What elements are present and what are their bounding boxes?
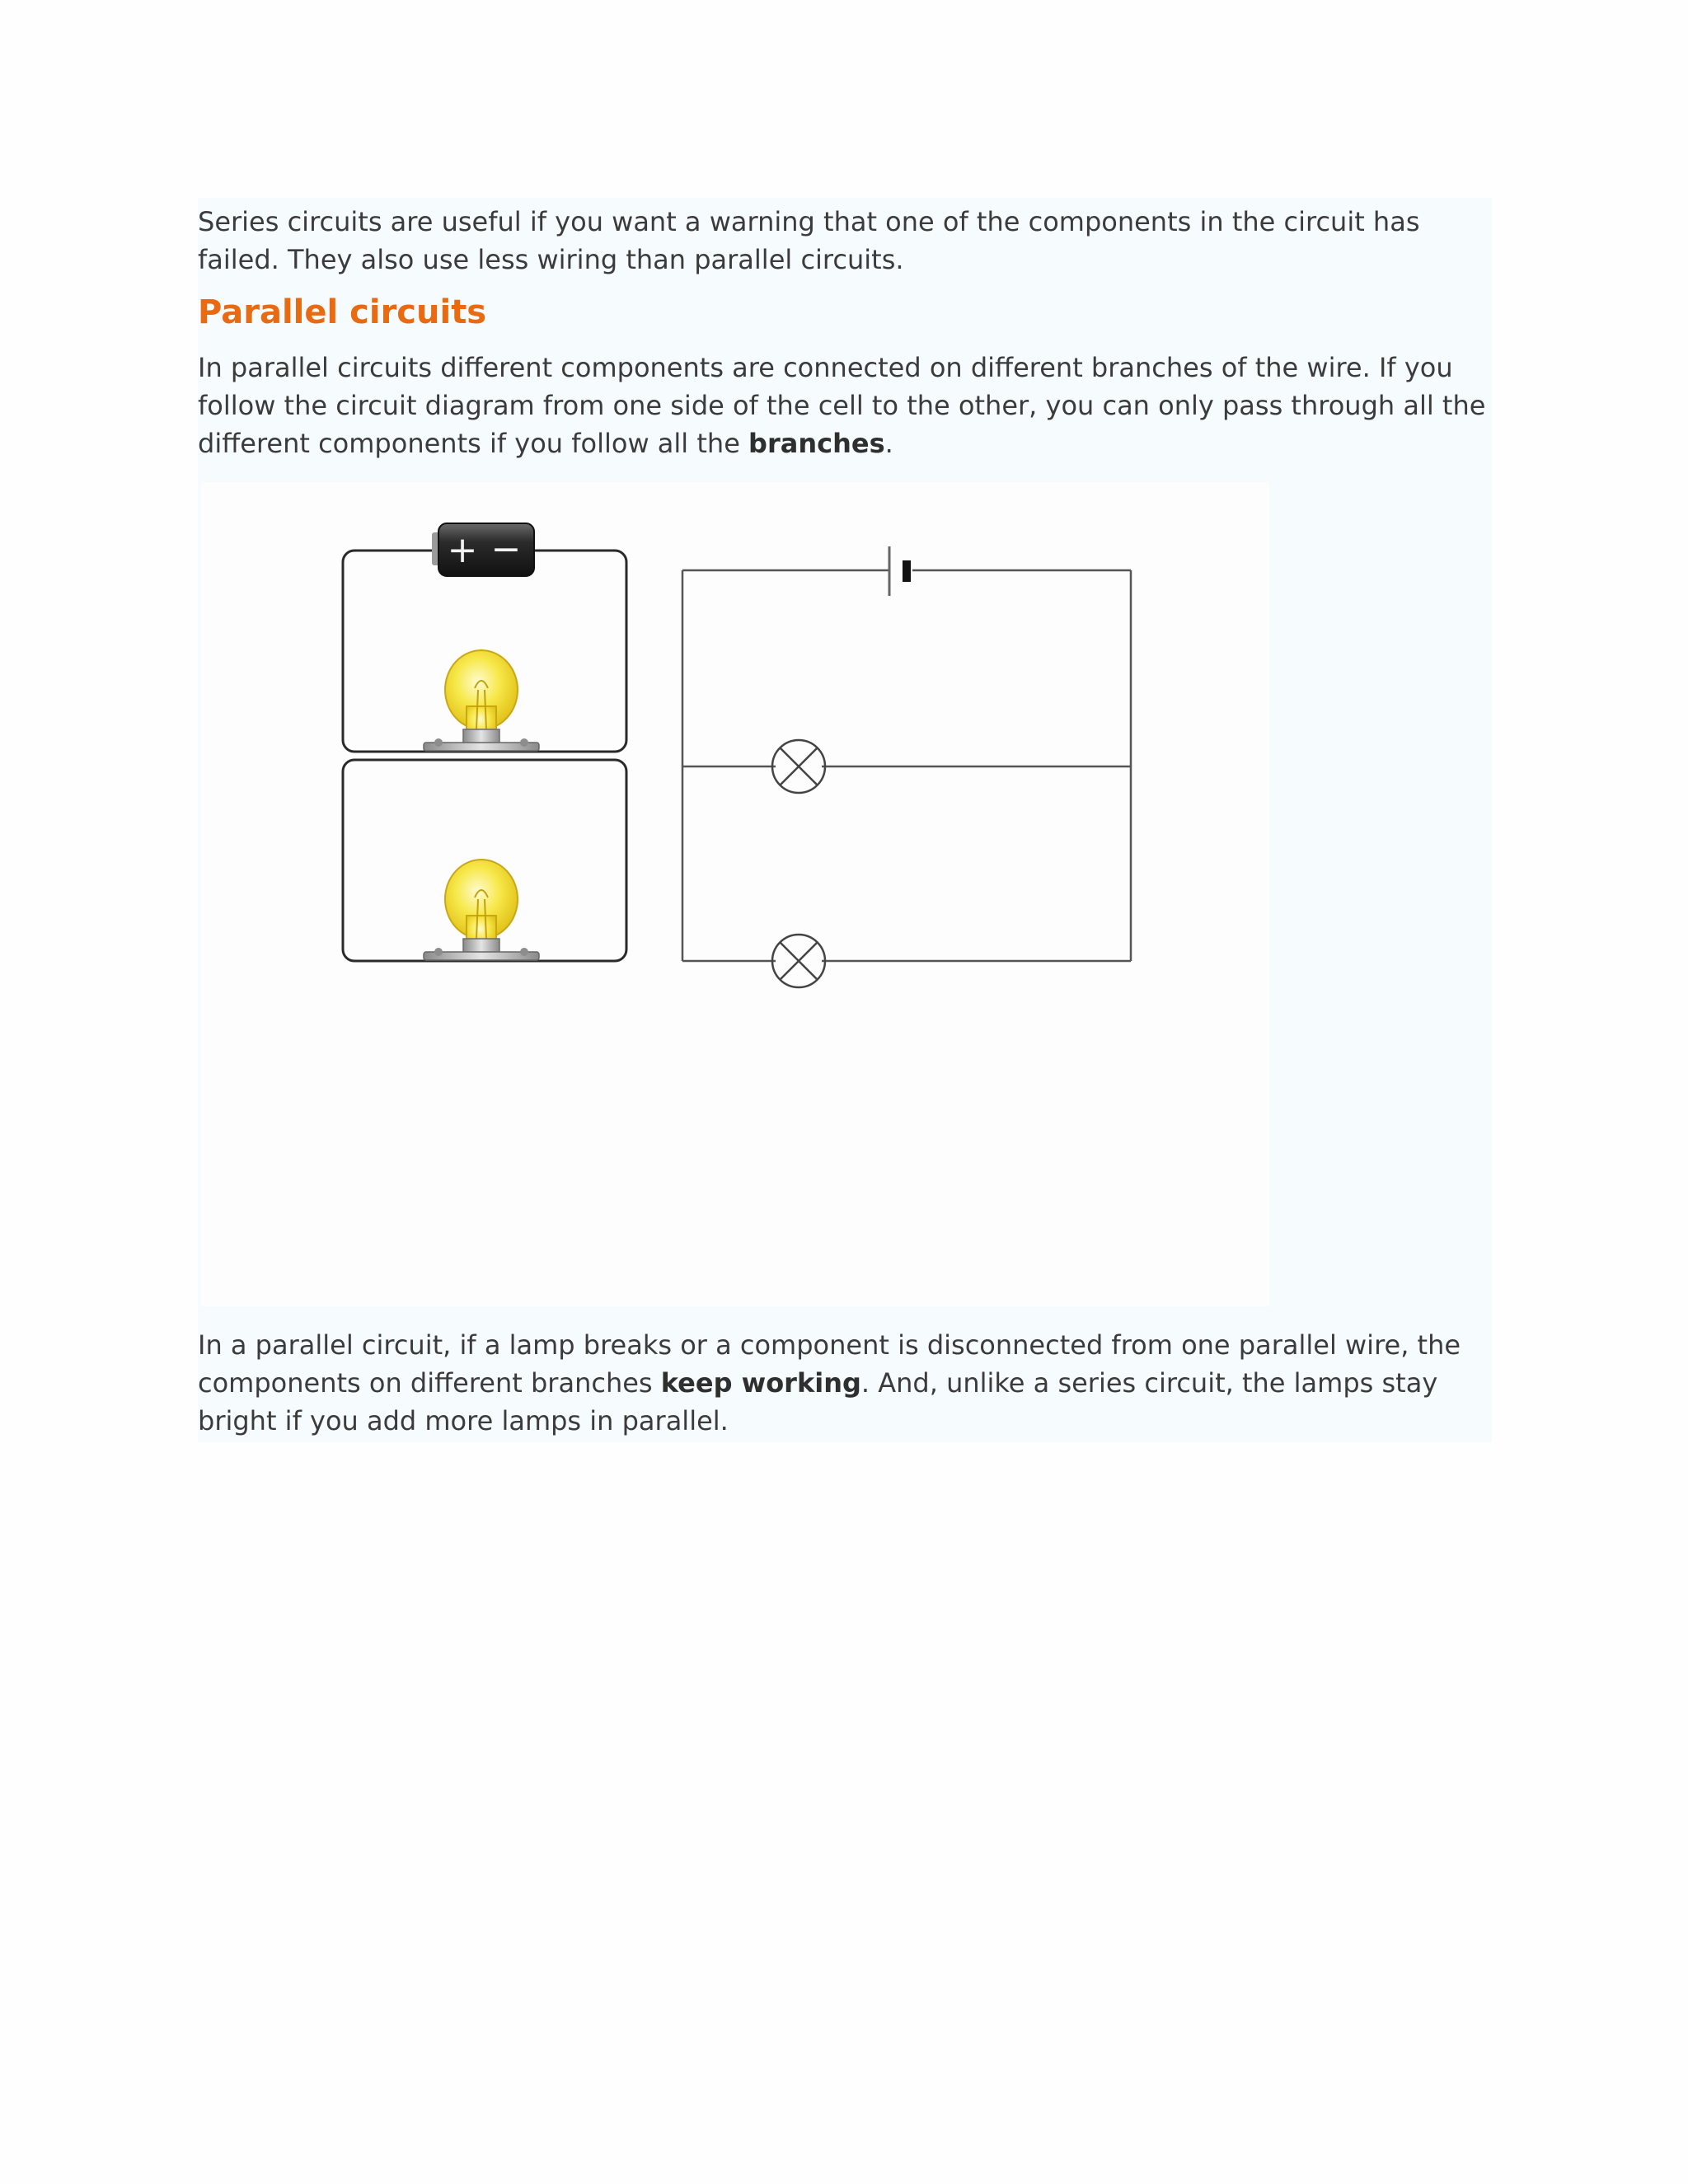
pictorial-circuit: [343, 523, 626, 961]
cell-plus-sign: +: [447, 529, 478, 571]
paragraph-parallel-intro-text: In parallel circuits different components are connected on different branches of the wire. If you follow the circuit diagram from one side of the cell to the other, you can only pass through all the different components if you follow all the: [198, 352, 1486, 459]
paragraph-series-circuits: Series circuits are useful if you want a warning that one of the components in the circuit has failed. They also use less wiring than parallel circuits.: [198, 206, 1420, 275]
cell-minus-sign: −: [490, 528, 522, 570]
paragraph-parallel-advantages: [198, 1326, 1492, 1440]
paragraph-parallel-advantages-text: In a parallel circuit, if a lamp breaks or a component is disconnected from one parallel wire, the components on different branches: [198, 1329, 1461, 1399]
paragraph-parallel-intro: [198, 349, 1492, 462]
keyword-keep-working: keep working: [660, 1367, 861, 1399]
circuit-illustration: [201, 482, 1269, 1306]
paragraph-parallel-intro-end: .: [884, 428, 893, 459]
lamp-symbol-1: [772, 740, 825, 793]
paragraph-parallel-advantages-end: . And, unlike a series circuit, the lamps stay bright if you add more lamps in parallel.: [198, 1367, 1438, 1436]
section-heading: Parallel circuits: [198, 293, 487, 331]
cell-symbol: [889, 546, 911, 596]
parallel-circuit-figure: [201, 482, 1269, 1306]
cell-battery: [432, 523, 534, 576]
lamp-1-bulb-icon: [424, 650, 539, 751]
content-panel: [198, 198, 1492, 1442]
lamp-symbol-2: [772, 935, 825, 987]
keyword-branches: branches: [748, 428, 885, 459]
schematic-circuit: [682, 546, 1131, 987]
lamp-2-bulb-icon: [424, 860, 539, 960]
